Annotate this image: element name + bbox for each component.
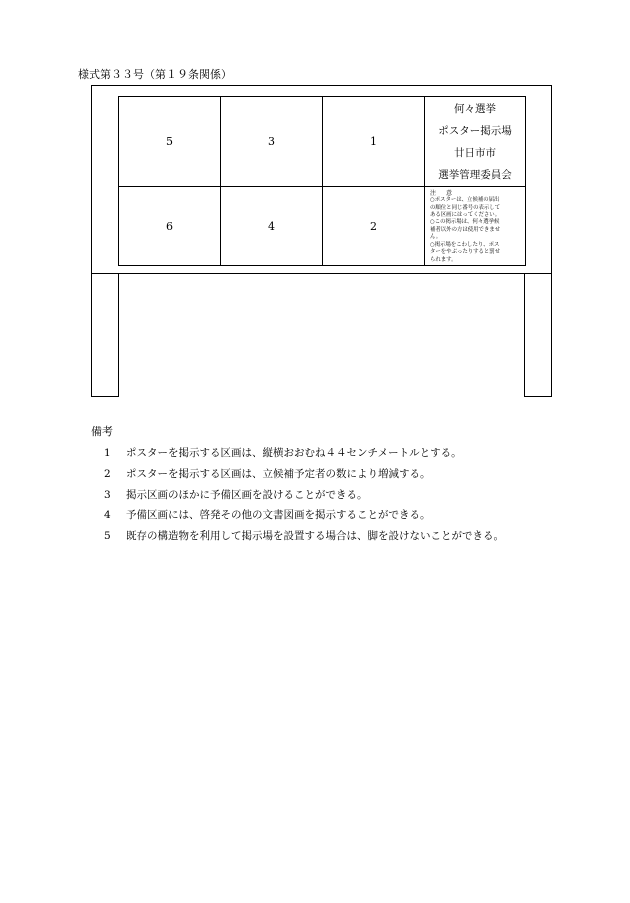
remark-item: [104, 526, 504, 547]
remark-item: [104, 443, 504, 464]
remark-item: [104, 485, 504, 506]
remark-text: ポスターを掲示する区画は、縦横おおむね４４センチメートルとする。: [126, 447, 462, 459]
poster-slot-4: 4: [221, 187, 323, 266]
board-leg-right: [524, 274, 552, 397]
poster-board: [91, 85, 552, 274]
notice-line: ○掲示場をこわしたり、ポス: [430, 241, 500, 248]
notice-line: ん。: [430, 234, 442, 241]
remark-item: [104, 464, 504, 485]
notice-line: の順位と同じ番号の表示して: [430, 204, 501, 211]
remarks-list: [104, 443, 504, 547]
remark-number: 1: [104, 447, 111, 459]
poster-slot-1: 1: [323, 97, 425, 187]
board-title-cell: [425, 97, 526, 187]
notice-line: ○この掲示場は、何々選挙候: [430, 219, 500, 226]
notice-line: られます。: [430, 256, 457, 263]
poster-slot-3: 3: [221, 97, 323, 187]
notice-cell: [425, 187, 526, 266]
poster-slot-2: 2: [323, 187, 425, 266]
remark-text: 既存の構造物を利用して掲示場を設置する場合は、脚を設けないことができる。: [126, 530, 504, 543]
board-title-committee: 選挙管理委員会: [438, 168, 512, 181]
grid-row-top: [119, 97, 526, 187]
notice-heading: 注 意: [430, 190, 455, 198]
remark-item: [104, 505, 504, 526]
board-leg-left: [91, 274, 119, 397]
board-title-city: 廿日市市: [454, 146, 496, 159]
form-title: 様式第３３号（第１９条関係）: [78, 68, 232, 81]
notice-line: ターをやぶったりすると罰せ: [430, 249, 501, 256]
remark-number: 5: [104, 530, 111, 543]
poster-slot-5: 5: [119, 97, 221, 187]
notice-line: 補者以外の方は使用できませ: [430, 226, 501, 233]
remark-text: 掲示区画のほかに予備区画を設けることができる。: [126, 488, 368, 501]
remark-number: 3: [104, 488, 111, 501]
poster-slot-6: 6: [119, 187, 221, 266]
notice-line: ある区画にはってください。: [430, 212, 501, 219]
remark-number: 4: [104, 509, 111, 522]
notice-line: ○ポスターは、立候補の届出: [430, 197, 500, 204]
grid-row-bottom: [119, 187, 526, 266]
board-title-poster-site: ポスター掲示場: [438, 124, 512, 137]
board-title-election: 何々選挙: [454, 102, 496, 115]
remark-number: 2: [104, 467, 111, 480]
remark-text: 予備区画には、啓発その他の文書図画を掲示することができる。: [126, 509, 431, 522]
remark-text: ポスターを掲示する区画は、立候補予定者の数により増減する。: [126, 467, 431, 480]
remarks-title: 備考: [91, 425, 113, 438]
poster-grid: [118, 96, 526, 266]
